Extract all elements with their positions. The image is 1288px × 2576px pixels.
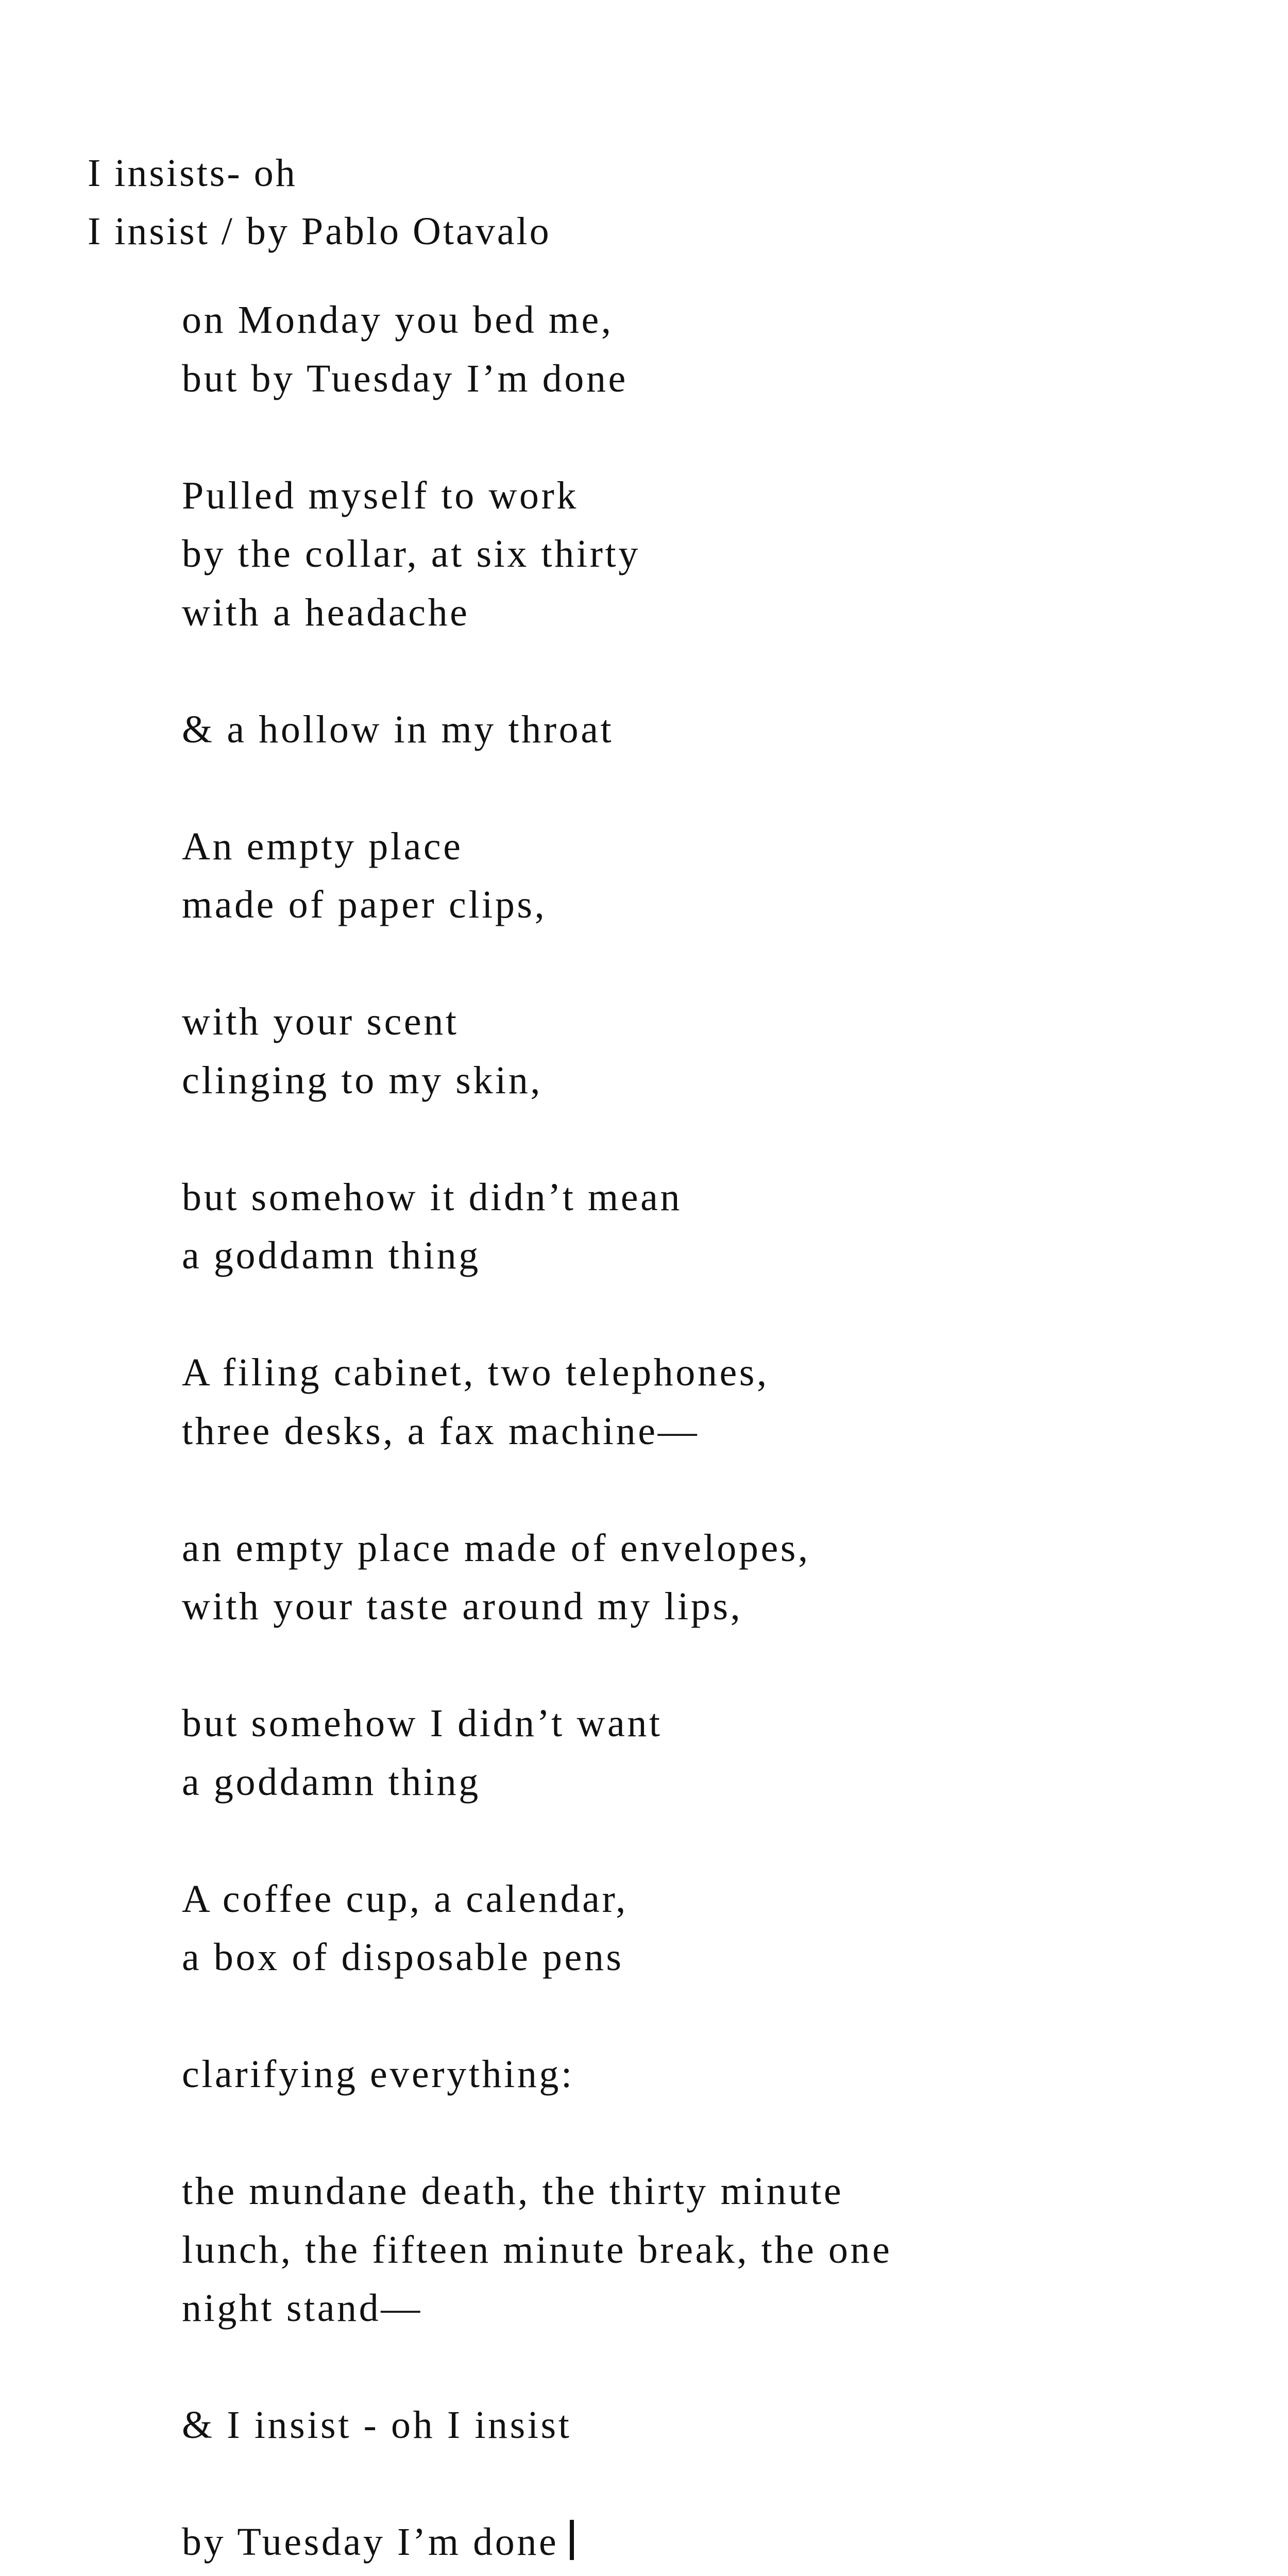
stanza <box>182 701 892 759</box>
poem-line: with your scent <box>182 1000 459 1043</box>
poem-line: Pulled myself to work <box>182 473 579 517</box>
poem-line: a box of disposable pens <box>182 1936 624 1979</box>
stanza <box>182 2513 892 2572</box>
stanza <box>182 1344 892 1461</box>
stanza-break <box>182 2104 892 2163</box>
stanza-break <box>182 1811 892 1870</box>
poem-line: an empty place made of envelopes, <box>182 1526 810 1570</box>
stanza <box>182 2162 892 2338</box>
stanza-break <box>182 642 892 701</box>
poem-line: An empty place <box>182 824 463 868</box>
poem-line: three desks, a fax machine— <box>182 1409 700 1453</box>
poem-line: by Tuesday I’m done <box>182 2513 892 2572</box>
poem-line: A coffee cup, a calendar, <box>182 1877 628 1921</box>
poem-line: made of paper clips, <box>182 883 547 926</box>
poem-body <box>182 291 892 2572</box>
title-byline: I insist / by Pablo Otavalo <box>88 210 551 253</box>
title-line: I insists- oh <box>88 151 297 195</box>
stanza <box>182 2045 892 2104</box>
stanza-break <box>182 408 892 467</box>
stanza-break <box>182 759 892 818</box>
stanza <box>182 1694 892 1811</box>
poem-line: clarifying everything: <box>182 2053 574 2096</box>
poem-line: & I insist - oh I insist <box>182 2403 572 2447</box>
stanza <box>182 291 892 408</box>
poem-line: with your taste around my lips, <box>182 1585 743 1628</box>
stanza-break <box>182 1987 892 2046</box>
poem-line: but somehow I didn’t want <box>182 1702 663 1745</box>
stanza <box>182 1519 892 1636</box>
poem-line: on Monday you bed me, <box>182 298 614 342</box>
poem-line: a goddamn thing <box>182 1760 481 1804</box>
poem-title <box>88 144 551 261</box>
stanza-break <box>182 1110 892 1168</box>
poem-line: but somehow it didn’t mean <box>182 1175 683 1219</box>
poem-line: by the collar, at six thirty <box>182 532 640 575</box>
stanza-break <box>182 935 892 993</box>
stanza <box>182 1870 892 1987</box>
poem-line: but by Tuesday I’m done <box>182 357 628 400</box>
poem-line: lunch, the fifteen minute break, the one <box>182 2228 892 2272</box>
stanza-break <box>182 2338 892 2397</box>
stanza-break <box>182 1285 892 1344</box>
poem-line: A filing cabinet, two telephones, <box>182 1351 769 1394</box>
stanza-break <box>182 2455 892 2514</box>
poem-line: night stand— <box>182 2286 422 2330</box>
stanza <box>182 818 892 935</box>
poem-line: a goddamn thing <box>182 1234 481 1277</box>
stanza <box>182 1168 892 1285</box>
poem-line: with a headache <box>182 590 470 634</box>
stanza <box>182 467 892 642</box>
stanza <box>182 993 892 1110</box>
poem-line: the mundane death, the thirty minute <box>182 2170 844 2213</box>
stanza-break <box>182 1461 892 1519</box>
text-cursor <box>570 2520 574 2560</box>
poem-line: clinging to my skin, <box>182 1058 543 1102</box>
stanza-break <box>182 1636 892 1695</box>
poem-line: & a hollow in my throat <box>182 707 614 751</box>
stanza <box>182 2396 892 2455</box>
